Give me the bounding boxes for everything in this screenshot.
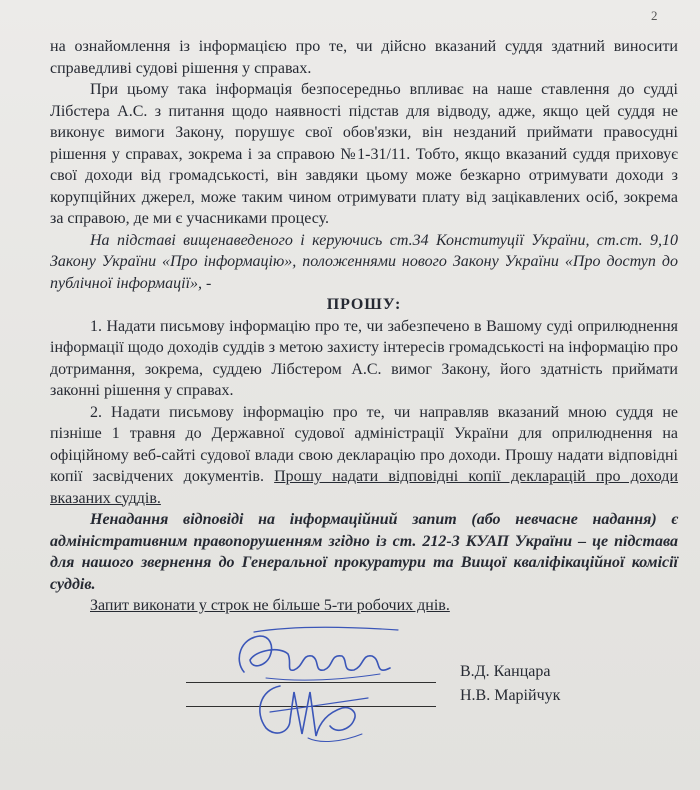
request-item-2 [50, 402, 678, 510]
request-item-1: 1. Надати письмову інформацію про те, чи забезпечено в Вашому суді оприлюднення інформації щодо доходів суддів з метою захисту інтересів громадськості на інформацію про дотримання, зокрема, суддею Лібстером А.С. вимог Закону, його здатність приймати законні рішення у справах. [50, 317, 678, 399]
signer-2-name: Н.В. Марійчук [460, 687, 561, 704]
request-item-2-text: 2. Надати письмову інформацію про те, чи направляв вказаний мною суддя не пізніше 1 травня до Державної судової адміністрації України для оприлюднення на офіційному веб-сайті судової влади свою декларацію про доходи. Прошу надати відповідні копії засвідчених документів. [50, 403, 678, 485]
warning-paragraph: Ненадання відповіді на інформаційний запит (або невчасне надання) є адміністративним правопорушенням згідно із ст. 212-3 КУАП України – це підстава для нашого звернення до Генеральної прокуратури та Вищої кваліфікаційної комісії суддів. [50, 511, 678, 593]
deadline-paragraph: Запит виконати у строк не більше 5-ти робочих днів. [90, 597, 450, 614]
request-heading: ПРОШУ: [326, 296, 402, 313]
signature-block [180, 620, 660, 760]
page-number: 2 [651, 8, 658, 23]
signature-2-image [250, 672, 380, 752]
document-body [50, 36, 678, 617]
signer-1-name: В.Д. Канцара [460, 663, 551, 680]
request-item-2-underlined: Прошу надати відповідні копії декларацій про доходи вказаних суддів. [50, 468, 679, 507]
paragraph-grounds: При цьому така інформація безпосередньо впливає на наше ставлення до судді Лібстера А.С. з питання щодо наявності підстав для відводу, адже, якщо цей суддя не виконує вимоги Закону, порушує свої обов'язки, він незданий приймати правосудні рішення у справах, зокрема і за справою №1-31/11. Тобто, якщо вказаний суддя приховує свої доходи від громадськості, він завдяки цьому може безкарно отримувати доходи з корупційних джерел, може таким чином отримувати плату від зацікавлених осіб, зокрема за справою, де ми є учасниками процесу. [50, 81, 678, 227]
paragraph-legal-basis: На підставі вищенаведеного і керуючись ст.34 Конституції України, ст.ст. 9,10 Закону України «Про інформацію», положеннями нового Закону України «Про доступ до публічної інформації», - [50, 231, 678, 292]
paragraph-intro-continuation: на ознайомлення із інформацією про те, чи дійсно вказаний суддя здатний виносити справедливі судові рішення у справах. [50, 38, 678, 77]
